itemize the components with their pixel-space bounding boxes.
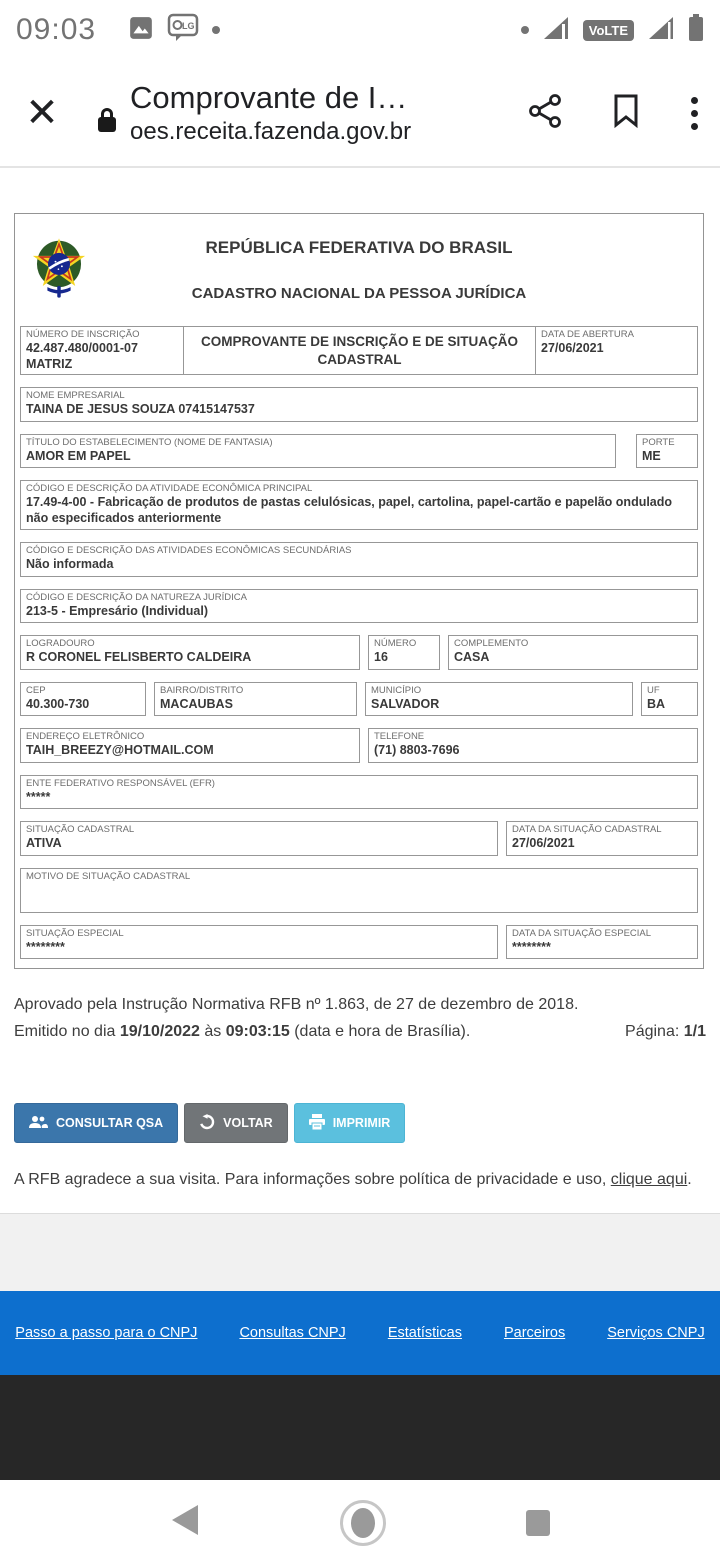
field-atividades-secundarias: CÓDIGO E DESCRIÇÃO DAS ATIVIDADES ECONÔMICAS SECUNDÁRIAS Não informada (20, 542, 698, 577)
site-footer (0, 1291, 720, 1375)
cnpj-certificate (14, 213, 704, 969)
field-motivo-situacao: MOTIVO DE SITUAÇÃO CADASTRAL (20, 868, 698, 913)
field-numero-inscricao: NÚMERO DE INSCRIÇÃO 42.487.480/0001-07 MATRIZ (21, 327, 184, 374)
printer-icon (309, 1114, 325, 1133)
field-cep: CEP 40.300-730 (20, 682, 146, 717)
field-uf: UF BA (641, 682, 698, 717)
field-natureza-juridica: CÓDIGO E DESCRIÇÃO DA NATUREZA JURÍDICA 213-5 - Empresário (Individual) (20, 589, 698, 624)
field-numero: NÚMERO 16 (368, 635, 440, 670)
consultar-qsa-button[interactable]: CONSULTAR QSA (14, 1103, 178, 1143)
brazil-coat-of-arms-icon (30, 236, 88, 305)
notification-dot (212, 26, 220, 34)
row-inscricao (20, 326, 698, 375)
page-indicator: Página: 1/1 (625, 1023, 706, 1041)
field-nome-empresarial: NOME EMPRESARIAL TAINA DE JESUS SOUZA 07415147537 (20, 387, 698, 422)
republic-title: REPÚBLICA FEDERATIVA DO BRASIL (205, 238, 513, 257)
imprimir-button[interactable]: IMPRIMIR (294, 1103, 406, 1143)
svg-text:LG: LG (182, 20, 195, 31)
browser-toolbar (0, 60, 720, 168)
field-telefone: TELEFONE (71) 8803-7696 (368, 728, 698, 763)
page-url[interactable]: oes.receita.fazenda.gov.br (130, 118, 412, 145)
lock-icon[interactable] (96, 106, 118, 139)
status-dot (521, 26, 529, 34)
field-data-abertura: DATA DE ABERTURA 27/06/2021 (535, 327, 697, 374)
photo-icon (128, 15, 154, 46)
action-buttons (14, 1103, 706, 1143)
signal-icon (543, 16, 569, 45)
footer-link-servicos[interactable]: Serviços CNPJ (607, 1325, 705, 1341)
field-situacao-cadastral: SITUAÇÃO CADASTRAL ATIVA (20, 821, 498, 856)
dark-footer-band (0, 1375, 720, 1480)
close-icon[interactable]: ✕ (25, 91, 59, 135)
signal-icon-2 (648, 16, 674, 45)
voltar-button[interactable]: VOLTAR (184, 1103, 288, 1143)
recents-icon[interactable] (526, 1510, 550, 1536)
undo-icon (199, 1114, 215, 1133)
field-logradouro: LOGRADOURO R CORONEL FELISBERTO CALDEIRA (20, 635, 360, 670)
gray-spacer-band (0, 1213, 720, 1291)
footer-link-passo-a-passo[interactable]: Passo a passo para o CNPJ (15, 1325, 198, 1341)
home-icon[interactable] (340, 1500, 386, 1546)
field-atividade-principal: CÓDIGO E DESCRIÇÃO DA ATIVIDADE ECONÔMICA PRINCIPAL 17.49-4-00 - Fabricação de produtos de pastas celulósicas, papel, cartolina, papel-cartão e papelão ondulado não especificados anteriormente (20, 480, 698, 530)
overflow-menu-icon[interactable] (691, 97, 698, 130)
volte-badge: VoLTE (583, 20, 634, 41)
back-icon[interactable] (170, 1504, 200, 1541)
clique-aqui-link[interactable]: clique aqui (610, 1171, 688, 1189)
status-bar (0, 0, 720, 60)
field-municipio: MUNICÍPIO SALVADOR (365, 682, 633, 717)
field-data-situacao-especial: DATA DA SITUAÇÃO ESPECIAL ******** (506, 925, 698, 960)
field-porte: PORTE ME (636, 434, 698, 469)
field-efr: ENTE FEDERATIVO RESPONSÁVEL (EFR) ***** (20, 775, 698, 810)
field-bairro: BAIRRO/DISTRITO MACAUBAS (154, 682, 357, 717)
field-complemento: COMPLEMENTO CASA (448, 635, 698, 670)
footer-link-parceiros[interactable]: Parceiros (503, 1325, 566, 1341)
certificate-header (20, 214, 698, 324)
field-titulo-estabelecimento: TÍTULO DO ESTABELECIMENTO (NOME DE FANTASIA) AMOR EM PAPEL (20, 434, 616, 469)
emitted-line: Emitido no dia 19/10/2022 às 09:03:15 (data e hora de Brasília). Página: 1/1 (14, 1023, 706, 1041)
legal-line: Aprovado pela Instrução Normativa RFB nº 1.863, de 27 de dezembro de 2018. (14, 996, 579, 1014)
footer-link-estatisticas[interactable]: Estatísticas (387, 1325, 462, 1341)
web-content (0, 213, 720, 1213)
share-icon[interactable] (529, 94, 561, 133)
field-situacao-especial: SITUAÇÃO ESPECIAL ******** (20, 925, 498, 960)
rfb-note: A RFB agradece a sua visita. Para informações sobre política de privacidade e uso, clique aqui. (14, 1171, 692, 1189)
field-email: ENDEREÇO ELETRÔNICO TAIH_BREEZY@HOTMAIL.COM (20, 728, 360, 763)
footer-link-consultas[interactable]: Consultas CNPJ (239, 1325, 346, 1341)
page-title: Comprovante de I… (130, 80, 408, 115)
comprovante-title: COMPROVANTE DE INSCRIÇÃO E DE SITUAÇÃO CADASTRAL (200, 334, 519, 367)
field-data-situacao-cadastral: DATA DA SITUAÇÃO CADASTRAL 27/06/2021 (506, 821, 698, 856)
android-nav-bar (0, 1480, 720, 1565)
lg-chat-icon (168, 14, 198, 47)
battery-icon (688, 14, 704, 47)
bookmark-icon[interactable] (613, 94, 639, 133)
clock: 09:03 (16, 13, 97, 46)
people-icon (29, 1115, 48, 1132)
cnpj-title: CADASTRO NACIONAL DA PESSOA JURÍDICA (191, 285, 527, 302)
